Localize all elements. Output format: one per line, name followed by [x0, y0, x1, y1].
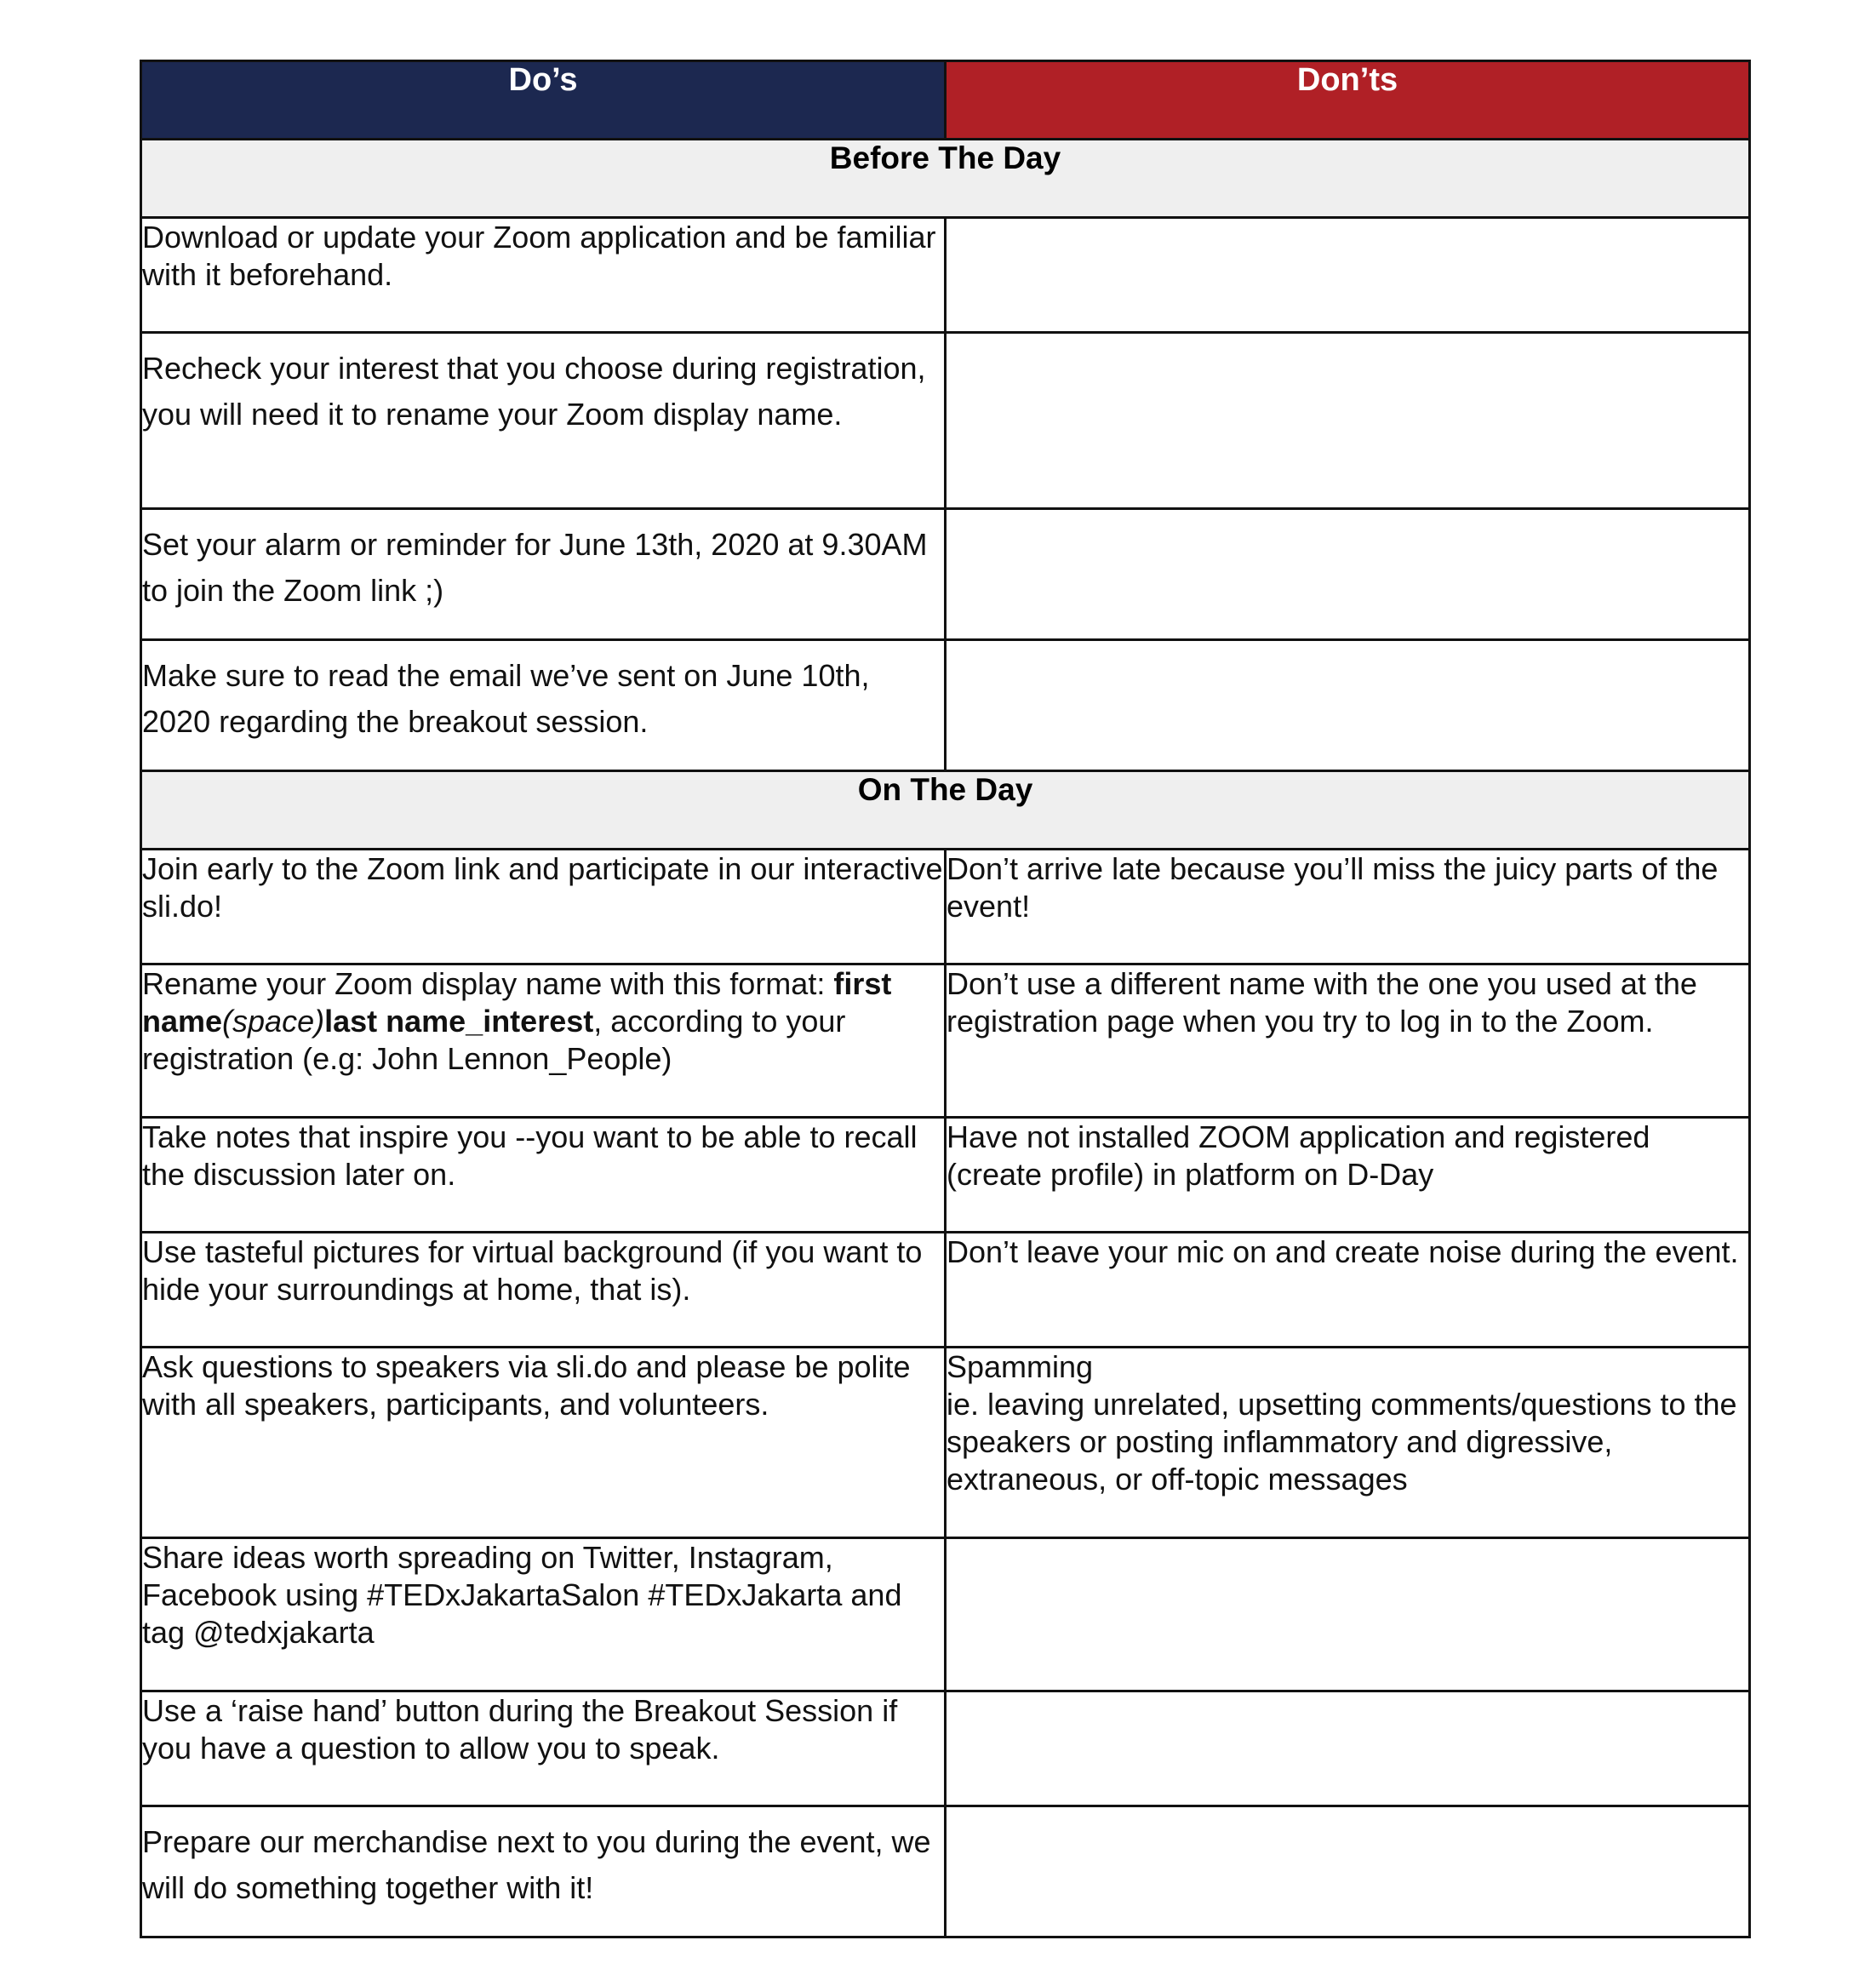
do-text: Prepare our merchandise next to you during the event, we will do something together with it! — [142, 1824, 931, 1905]
do-text-intro: Rename your Zoom display name with this format: — [142, 966, 834, 1001]
do-text: Make sure to read the email we’ve sent on June 10th, 2020 regarding the breakout session. — [142, 658, 870, 739]
table-row — [141, 218, 1750, 333]
table-row — [141, 964, 1750, 1118]
dont-text: Don’t use a different name with the one you used at the registration page when you try to log in to the Zoom. — [947, 966, 1697, 1039]
section-row-onday — [141, 771, 1750, 850]
do-cell — [141, 1691, 946, 1806]
section-title-before: Before The Day — [141, 140, 1750, 218]
dont-cell — [946, 1118, 1750, 1233]
do-text-last-name: last name_interest — [324, 1004, 594, 1039]
table-row — [141, 1233, 1750, 1348]
dos-donts-document — [140, 60, 1748, 1938]
do-cell — [141, 850, 946, 964]
do-cell — [141, 1348, 946, 1538]
table-row — [141, 509, 1750, 640]
do-text: Ask questions to speakers via sli.do and please be polite with all speakers, participants, and volunteers. — [142, 1349, 911, 1422]
dont-cell — [946, 333, 1750, 509]
donts-header: Don’ts — [946, 61, 1750, 140]
table-row — [141, 1118, 1750, 1233]
do-cell — [141, 1538, 946, 1691]
dont-cell — [946, 509, 1750, 640]
do-text: Take notes that inspire you --you want to be able to recall the discussion later on. — [142, 1119, 918, 1192]
table-row — [141, 850, 1750, 964]
dont-cell — [946, 1233, 1750, 1348]
do-text: Download or update your Zoom application and be familiar with it beforehand. — [142, 220, 936, 292]
do-cell — [141, 218, 946, 333]
dont-text: ie. leaving unrelated, upsetting comments/questions to the speakers or posting inflammatory and digressive, extraneous, or off-topic messages — [947, 1387, 1737, 1497]
do-text-rich — [142, 965, 944, 1078]
do-text-first-name: first name — [142, 966, 892, 1039]
dont-cell — [946, 1691, 1750, 1806]
dont-cell — [946, 640, 1750, 771]
do-text: Use tasteful pictures for virtual background (if you want to hide your surroundings at home, that is). — [142, 1234, 923, 1307]
dont-cell — [946, 1348, 1750, 1538]
table-header-row — [141, 61, 1750, 140]
dont-text: Don’t arrive late because you’ll miss the juicy parts of the event! — [947, 851, 1719, 924]
dont-text: Have not installed ZOOM application and registered (create profile) in platform on D-Day — [947, 1119, 1650, 1192]
dont-cell — [946, 1538, 1750, 1691]
table-row — [141, 1806, 1750, 1937]
section-title-onday: On The Day — [141, 771, 1750, 850]
dont-cell — [946, 850, 1750, 964]
do-cell — [141, 640, 946, 771]
dont-text: Don’t leave your mic on and create noise during the event. — [947, 1234, 1739, 1269]
do-text: Join early to the Zoom link and participate in our interactive sli.do! — [142, 851, 943, 924]
dont-title: Spamming — [947, 1349, 1094, 1384]
do-text: Share ideas worth spreading on Twitter, Instagram, Facebook using #TEDxJakartaSalon #TEDxJakarta and tag @tedxjakarta — [142, 1540, 902, 1650]
do-cell — [141, 964, 946, 1118]
section-row-before — [141, 140, 1750, 218]
do-cell — [141, 1233, 946, 1348]
do-cell — [141, 1118, 946, 1233]
dont-cell — [946, 1806, 1750, 1937]
table-row — [141, 1538, 1750, 1691]
do-cell — [141, 1806, 946, 1937]
do-cell — [141, 509, 946, 640]
do-text-outro: , according to your registration (e.g: John Lennon_People) — [142, 1004, 846, 1076]
table-row — [141, 1348, 1750, 1538]
dont-cell — [946, 218, 1750, 333]
dos-header: Do’s — [141, 61, 946, 140]
dos-donts-table — [140, 60, 1751, 1938]
do-text: Use a ‘raise hand’ button during the Breakout Session if you have a question to allow you to speak. — [142, 1693, 898, 1766]
dont-cell — [946, 964, 1750, 1118]
do-text: Set your alarm or reminder for June 13th, 2020 at 9.30AM to join the Zoom link ;) — [142, 527, 928, 608]
do-cell — [141, 333, 946, 509]
table-row — [141, 333, 1750, 509]
do-text: Recheck your interest that you choose during registration, you will need it to rename your Zoom display name. — [142, 351, 926, 432]
table-row — [141, 640, 1750, 771]
do-text-space: (space) — [222, 1004, 325, 1039]
table-row — [141, 1691, 1750, 1806]
